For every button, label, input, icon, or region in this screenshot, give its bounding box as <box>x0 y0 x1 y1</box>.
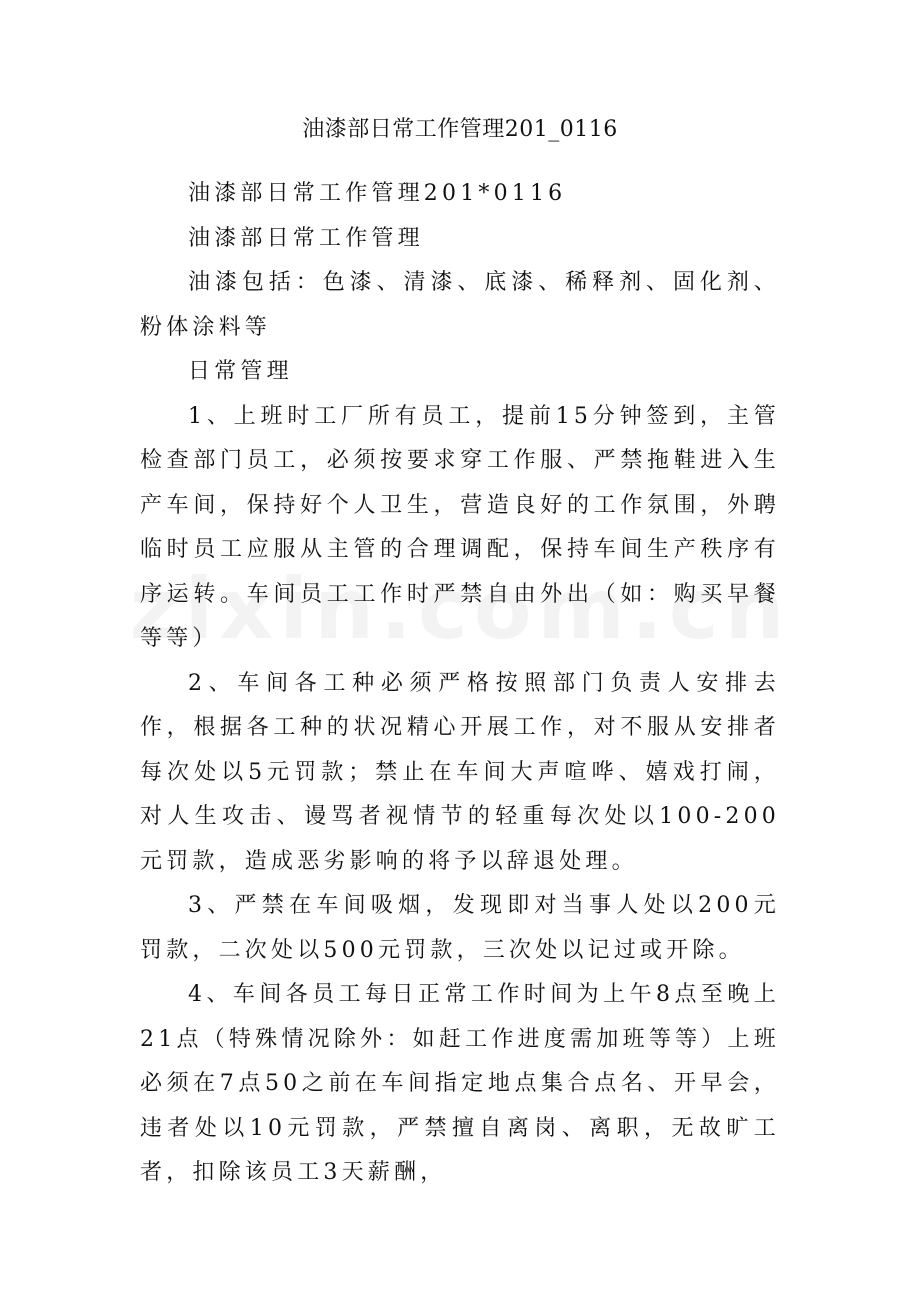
paragraph-paint-types: 油漆包括：色漆、清漆、底漆、稀释剂、固化剂、粉体涂料等 <box>140 270 780 340</box>
document-body <box>140 172 780 1196</box>
paragraph-rule-1: 1、上班时工厂所有员工，提前15分钟签到，主管检查部门员工，必须按要求穿工作服、严禁拖鞋进入生产车间，保持好个人卫生，营造良好的工作氛围，外聘临时员工应服从主管的合理调配，保持车间生产秩序有序运转。车间员工工作时严禁自由外出（如：购买早餐等等） <box>140 403 780 651</box>
paragraph-rule-2: 2、车间各工种必须严格按照部门负责人安排去作，根据各工种的状况精心开展工作，对不服从安排者每次处以5元罚款；禁止在车间大声喧哗、嬉戏打闹，对人生攻击、谩骂者视情节的轻重每次处以100-200元罚款，造成恶劣影响的将予以辞退处理。 <box>140 670 780 874</box>
paragraph-rule-3: 3、严禁在车间吸烟，发现即对当事人处以200元罚款，二次处以500元罚款，三次处以记过或开除。 <box>140 893 780 963</box>
paragraph-subtitle: 油漆部日常工作管理 <box>188 225 424 251</box>
paragraph-subtitle-code: 油漆部日常工作管理201*0116 <box>188 181 567 206</box>
paragraph-section-heading: 日常管理 <box>188 359 293 384</box>
paragraph-rule-4: 4、车间各员工每日正常工作时间为上午8点至晚上21点（特殊情况除外：如赶工作进度需加班等等）上班必须在7点50之前在车间指定地点集合点名、开早会，违者处以10元罚款，严禁擅自离岗、离职，无故旷工者，扣除该员工3天薪酬， <box>140 982 780 1185</box>
document-title: 油漆部日常工作管理201_0116 <box>302 117 618 142</box>
